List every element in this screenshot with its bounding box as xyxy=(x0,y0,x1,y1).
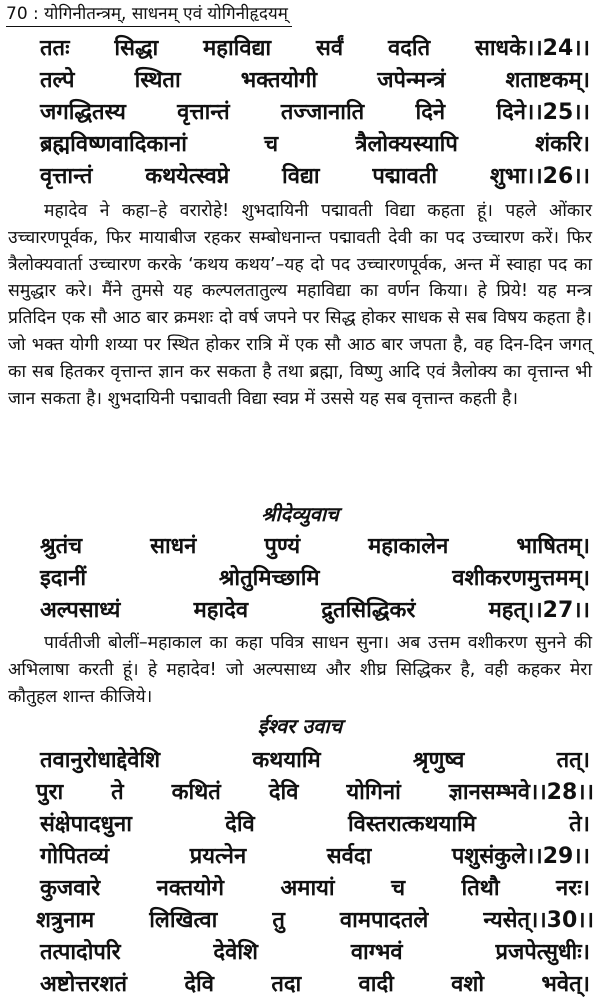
translation-paragraph: पार्वतीजी बोलीं–महाकाल का कहा पवित्र साधन सुना। अब उत्तम वशीकरण सुनने की अभिलाषा करती हूं। हे महादेव! जो अल्पसाध्य और शीघ्र सिद्धिकर है, वही कहकर मेरा कौतुहल शान्त कीजिये। xyxy=(8,633,592,707)
verse-line: वृत्तान्तं कथयेत्स्वप्ने विद्या पद्मावती शुभा।।26।। xyxy=(40,164,590,189)
verse-line: ततः सिद्धा महाविद्या सर्वं वदति साधके।।24।। xyxy=(40,36,590,61)
verse-line: श्रुतंच साधनं पुण्यं महाकालेन भाषितम्। xyxy=(40,534,590,559)
section-heading: श्रीदेव्युवाच xyxy=(261,502,339,526)
running-header: 70 : योगिनीतन्त्रम्, साधनम् एवं योगिनीहृदयम् xyxy=(6,2,292,27)
verse-line: संक्षेपादधुना देवि विस्तरात्कथयामि ते। xyxy=(40,812,590,837)
translation-paragraph: महादेव ने कहा–हे वरारोहे! शुभदायिनी पद्मावती विद्या कहता हूं। पहले ओंकार उच्चारणपूर्वक, फिर मायाबीज रहकर सम्बोधनान्त पद्मावती देवी का पद उच्चारण करें। फिर त्रैलोक्यवार्ता उच्चारण करके ‘कथय कथय’–यह दो पद उच्चारणपूर्वक, अन्त में स्वाहा पद का समुद्धार करे। मैंने तुमसे यह कल्पलतातुल्य महाविद्या का वर्णन किया। हे प्रिये! यह मन्त्र प्रतिदिन एक सौ आठ बार क्रमशः दो वर्ष जपने पर सिद्ध होकर साधक से सब विषय कहता है। जो भक्त योगी शय्या पर स्थित होकर रात्रि में एक सौ आठ बार जपता है, वह दिन-दिन जगत् का सब हितकर वृत्तान्त ज्ञान कर सकता है तथा ब्रह्मा, विष्णु आदि एवं त्रैलोक्य का वृत्तान्त भी जान सकता है। शुभदायिनी पद्मावती विद्या स्वप्न में उससे यह सब वृत्तान्त कहती है। xyxy=(8,201,592,409)
verse-line: तवानुरोधाद्देवेशि कथयामि श्रृणुष्व तत्। xyxy=(40,748,590,773)
verse-line: ब्रह्मविष्णवादिकानां च त्रैलोक्यस्यापि शंकरि। xyxy=(40,132,590,157)
verse-line: तत्पादोपरि देवेशि वाग्भवं प्रजपेत्सुधीः। xyxy=(40,940,590,965)
verse-line: जगद्धितस्य वृत्तान्तं तज्जानाति दिने दिने।।25।। xyxy=(40,100,590,125)
verse-line: कुजवारे नक्तयोगे अमायां च तिथौ नरः। xyxy=(40,876,590,901)
verse-line: शत्रुनाम लिखित्वा तु वामपादतले न्यसेत्।।30।। xyxy=(36,908,594,933)
verse-line: इदानीं श्रोतुमिच्छामि वशीकरणमुत्तमम्। xyxy=(40,566,590,591)
verse-line: गोपितव्यं प्रयत्नेन सर्वदा पशुसंकुले।।29।। xyxy=(40,844,590,869)
verse-line: अष्टोत्तरशतं देवि तदा वादी वशो भवेत्। xyxy=(40,972,590,997)
section-heading: ईश्वर उवाच xyxy=(257,714,343,738)
verse-line: अल्पसाध्यं महादेव द्रुतसिद्धिकरं महत्।।27।। xyxy=(40,598,590,623)
verse-line: तल्पे स्थिता भक्तयोगी जपेन्मन्त्रं शताष्टकम्। xyxy=(40,68,590,93)
verse-line: पुरा ते कथितं देवि योगिनां ज्ञानसम्भवे।।28।। xyxy=(36,780,594,805)
